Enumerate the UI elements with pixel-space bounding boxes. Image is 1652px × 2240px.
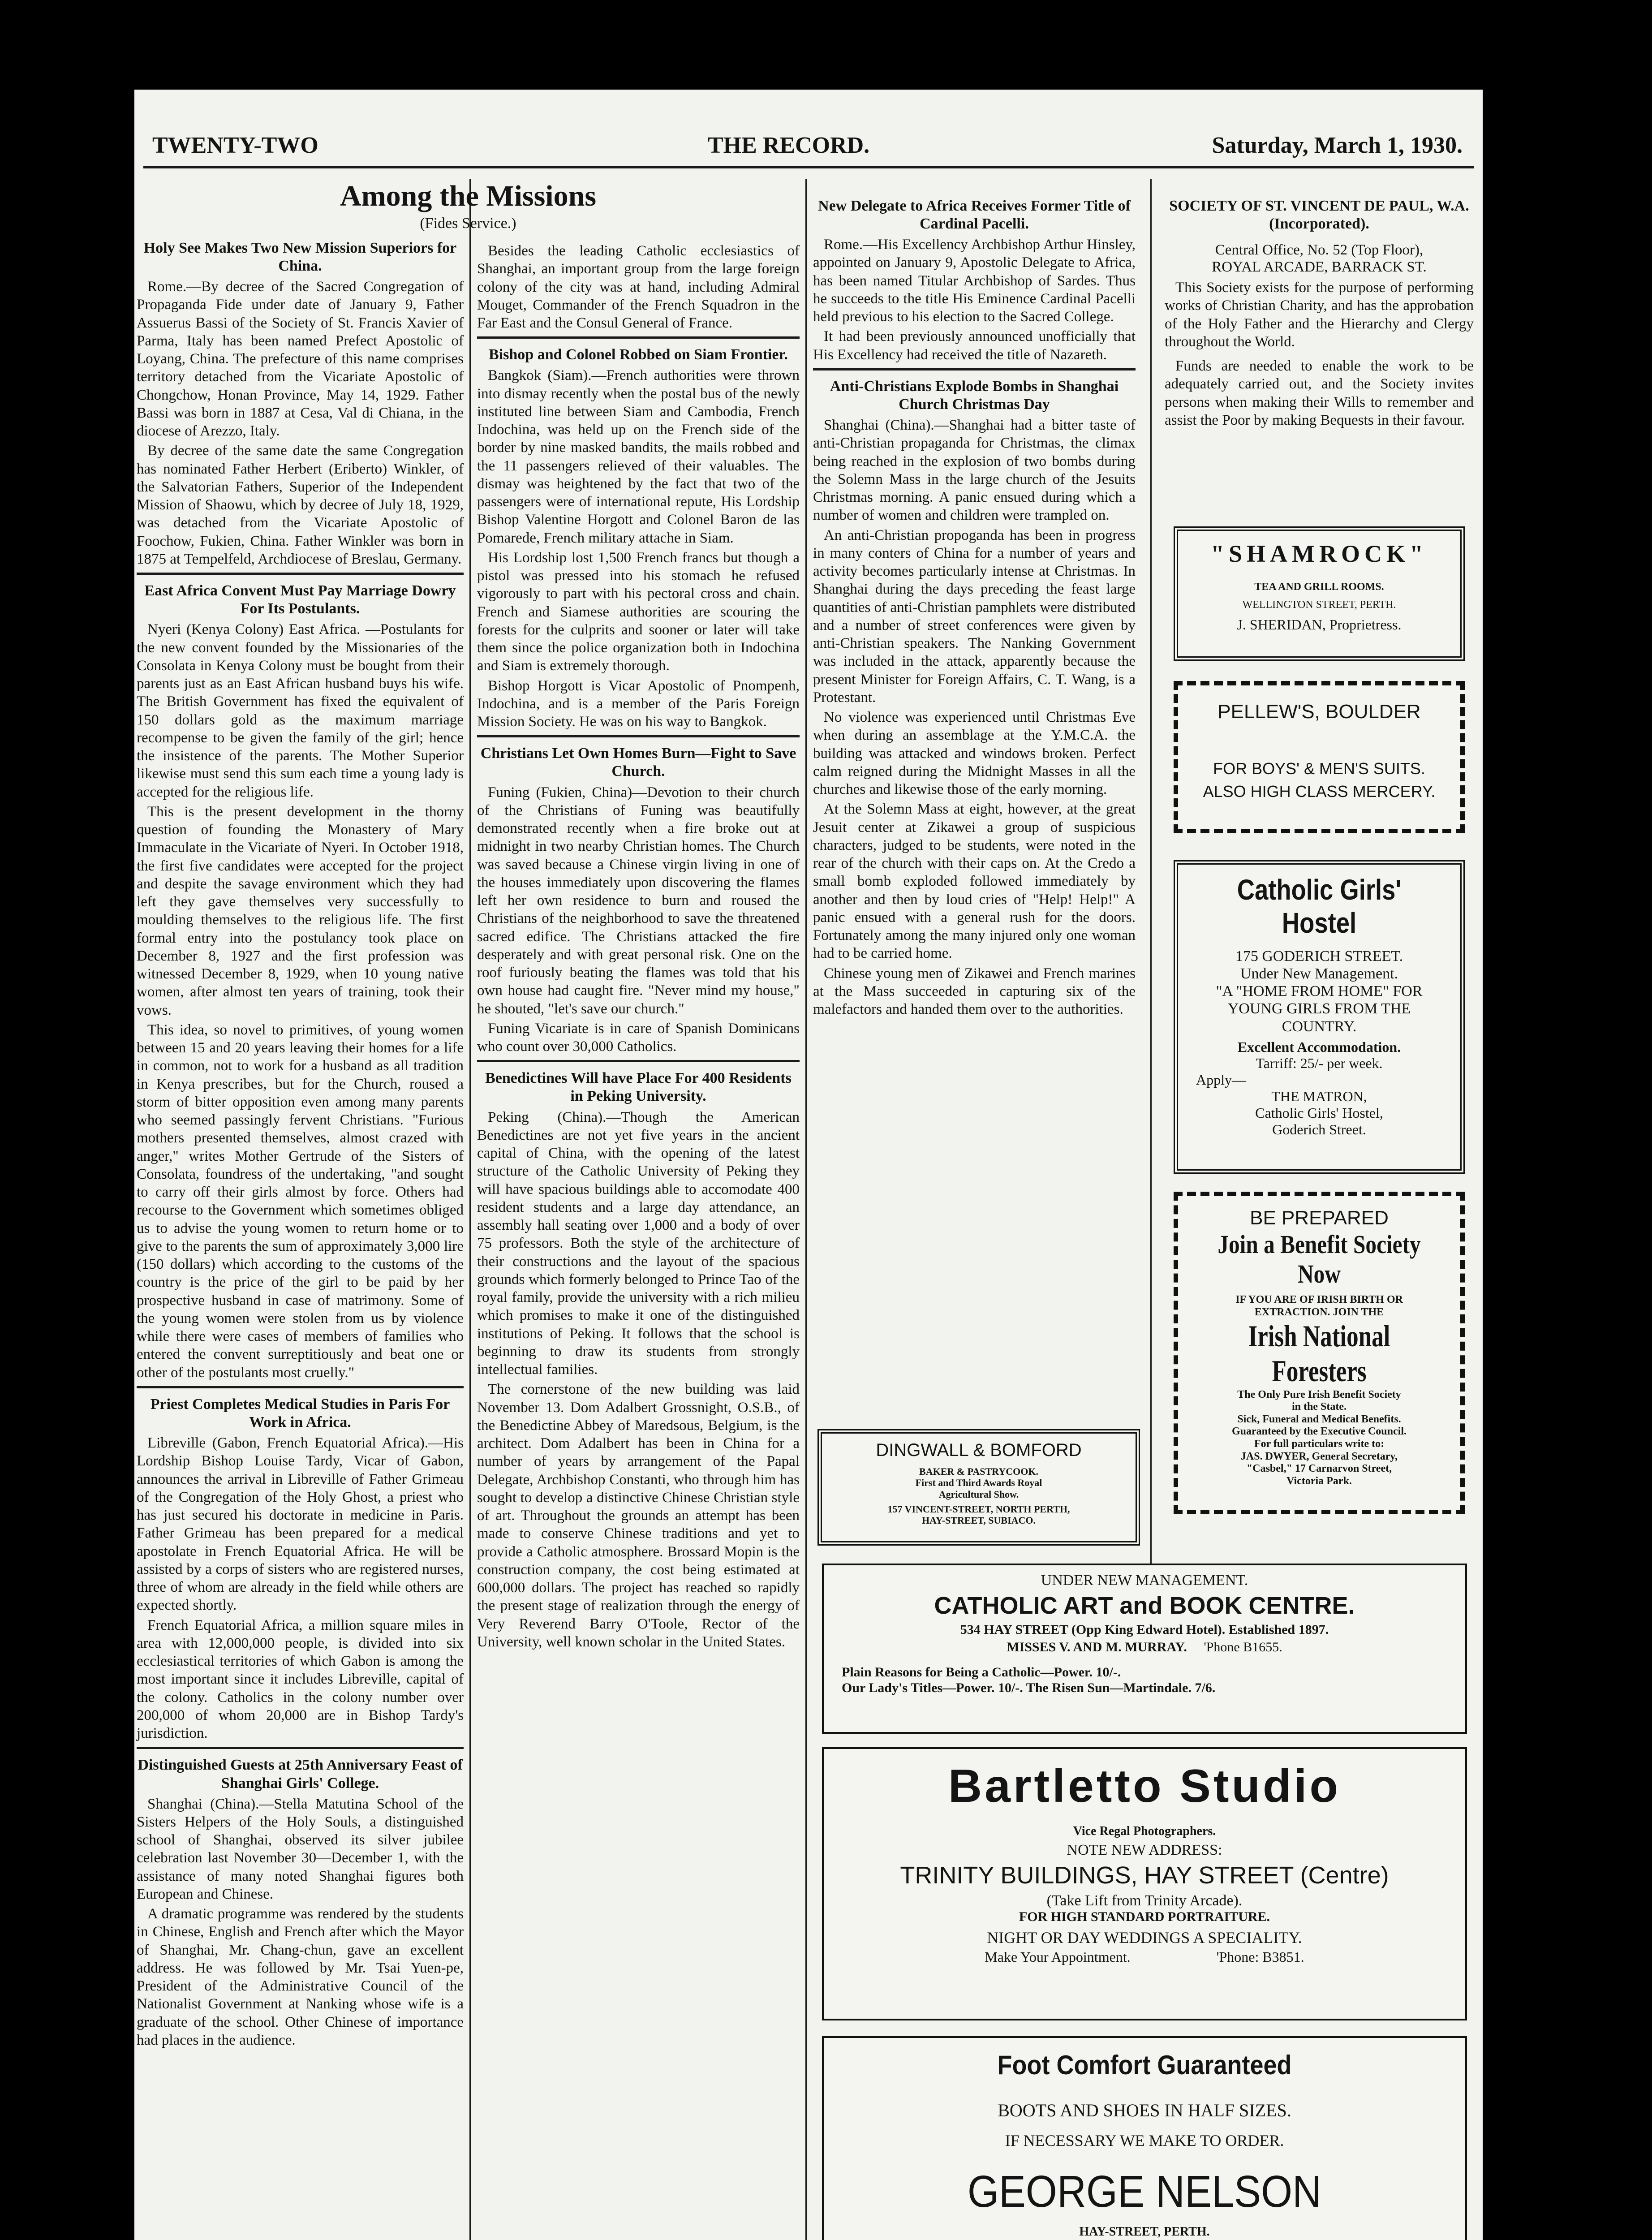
ad-george-nelson	[822, 2036, 1467, 2240]
article	[137, 239, 464, 568]
svp-address	[1165, 242, 1474, 276]
ad-line: J. SHERIDAN, Proprietress.	[1237, 616, 1402, 633]
ad-line: Vice Regal Photographers.	[1073, 1824, 1216, 1838]
paragraph: Funds are needed to enable the work to be adequately carried out, and the Society invites persons when making their Wills to remember and assist the Poor by making Bequests in their favour.	[1165, 358, 1474, 428]
ad-title: CATHOLIC ART and BOOK CENTRE.	[934, 1592, 1355, 1620]
paragraph: It had been previously announced unofficially that His Excellency had received the title of Nazareth.	[813, 328, 1136, 363]
issue-date: Saturday, March 1, 1930.	[1212, 133, 1463, 158]
article	[137, 1396, 464, 1742]
paragraph: Bangkok (Siam).—French authorities were thrown into dismay recently when the postal bus of the newly instituted line between Siam and Cambodia, French Indochina, was held up on the French side of the border by nine masked bandits, the mails robbed and the 11 passengers relieved of their valuables. The dismay was heightened by the fact that two of the passengers were of international repute, His Lordship Bishop Valentine Horgott and Colonel Baron de las Pomarede, French military attache in Siam.	[477, 367, 800, 546]
ad-line: Guaranteed by the Executive Council.	[1232, 1426, 1407, 1438]
paragraph: At the Solemn Mass at eight, however, at the great Jesuit center at Zikawei a group of suspicious characters, judged to be students, were noted in the rear of the church with their caps on. At the Credo a small bomb exploded followed immediately by another and then by loud cries of "Help! Help!" A panic ensued with a general rush for the doors. Fortunately among the many injured only one woman had to be carried home.	[813, 801, 1136, 962]
ad-line: 175 GODERICH STREET.	[1235, 948, 1403, 965]
article-body	[137, 620, 464, 1382]
ad-line: HAY-STREET, SUBIACO.	[921, 1515, 1036, 1526]
svp-address-line: ROYAL ARCADE, BARRACK ST.	[1212, 259, 1427, 276]
ad-line: 534 HAY STREET (Opp King Edward Hotel). Established 1897.	[960, 1622, 1329, 1637]
ad-title: PELLEW'S, BOULDER	[1217, 701, 1421, 723]
section-title: Among the Missions	[340, 180, 597, 212]
ad-line: TRINITY BUILDINGS, HAY STREET (Centre)	[900, 1861, 1389, 1889]
ad-line: NIGHT OR DAY WEDDINGS A SPECIALITY.	[987, 1928, 1302, 1947]
svp-body	[1165, 279, 1474, 429]
paragraph: Rome.—His Excellency Archbishop Arthur Hinsley, appointed on January 9, Apostolic Delegate to Africa, has been named Titular Archbishop of Sardes. Thus he succeeds to the title His Eminence Cardinal Pacelli held previous to his election to the Sacred College.	[813, 237, 1136, 325]
article-headline: Anti-Christians Explode Bombs in Shanghai Church Christmas Day	[830, 378, 1119, 413]
article-separator	[137, 1386, 464, 1388]
section-source: (Fides Service.)	[420, 215, 516, 232]
ad-title: Join a Benefit Society Now	[1217, 1229, 1421, 1289]
ad-line: BAKER & PASTRYCOOK.	[919, 1466, 1038, 1477]
paragraph: Nyeri (Kenya Colony) East Africa. —Postulants for the new convent founded by the Missionaries of the Consolata in Kenya Colony must be bought from their parents just as an East African husband buys his wife. The British Government has fixed the equivalent of 150 dollars gold as the maximum marriage recompense to be given the family of the girl; hence the insistence of the parents. The Mother Superior likewise must send this sum each time a young lady is accepted for the religious life.	[137, 621, 464, 800]
article-separator	[477, 1060, 800, 1062]
article-continuation	[477, 242, 800, 332]
svp-title: SOCIETY OF ST. VINCENT DE PAUL, W.A. (Incorporated).	[1169, 198, 1469, 233]
ad-line: ALSO HIGH CLASS MERCERY.	[1203, 782, 1436, 801]
article-headline: Holy See Makes Two New Mission Superiors for China.	[143, 240, 457, 275]
article-body	[137, 1795, 464, 2050]
ad-line: Make Your Appointment.	[985, 1948, 1131, 1965]
article-body	[813, 236, 1136, 364]
column-1	[137, 179, 597, 2240]
article-headline: Priest Completes Medical Studies in Paris For Work in Africa.	[150, 1396, 450, 1431]
paragraph: His Lordship lost 1,500 French francs but though a pistol was pressed into his stomach he refused vigorously to part with his pectoral cross and chain. French and Siamese authorities are scouring the forests for the culprits and sooner or later will take them since the police organization both in Indochina and Siam is extremely thorough.	[477, 549, 800, 674]
ad-line: IF YOU ARE OF IRISH BIRTH OR	[1235, 1293, 1403, 1305]
ad-line: Plain Reasons for Being a Catholic—Power. 10/-.	[842, 1665, 1121, 1680]
ad-line: Catholic Girls' Hostel,	[1255, 1104, 1383, 1121]
article-headline: New Delegate to Africa Receives Former Title of Cardinal Pacelli.	[818, 198, 1131, 233]
column-rule	[1150, 179, 1152, 1568]
page-number: TWENTY-TWO	[152, 133, 318, 158]
paragraph: Besides the leading Catholic ecclesiastics of Shanghai, an important group from the large foreign colony of the city was at hand, including Admiral Mouget, Commander of the French Squadron in the Far East and the Consul General of France.	[477, 243, 800, 331]
ad-phone: 'Phone: B3851.	[1216, 1948, 1304, 1965]
ad-line: The Only Pure Irish Benefit Society	[1237, 1388, 1401, 1400]
ad-line: Under New Management.	[1240, 965, 1398, 982]
ad-line: YOUNG GIRLS FROM THE	[1227, 1000, 1411, 1017]
paragraph: Shanghai (China).—Stella Matutina School of the Sisters Helpers of the Holy Souls, a distinguished school of Shanghai, observed its silver jubilee celebration last November 30—December 1, with the assistance of many noted Shanghai figures both European and Chinese.	[137, 1796, 464, 1902]
article	[477, 1069, 800, 1651]
ad-irish-national-foresters	[1174, 1192, 1465, 1514]
article-separator	[137, 573, 464, 575]
article-separator	[477, 735, 800, 737]
ad-line: JAS. DWYER, General Secretary,	[1240, 1450, 1398, 1462]
ad-line: Tarriff: 25/- per week.	[1256, 1055, 1383, 1072]
article-body	[137, 278, 464, 568]
article-body	[813, 416, 1136, 1018]
article-headline: Benedictines Will have Place For 400 Residents in Peking University.	[485, 1070, 792, 1105]
ad-line: TEA AND GRILL ROOMS.	[1254, 581, 1384, 593]
ad-dingwall-bomford	[817, 1429, 1140, 1546]
column-2	[477, 242, 800, 2240]
ad-line: Sick, Funeral and Medical Benefits.	[1237, 1413, 1401, 1425]
article-headline: East Africa Convent Must Pay Marriage Dowry For Its Postulants.	[144, 582, 456, 617]
paragraph: This Society exists for the purpose of performing works of Christian Charity, and has the approbation of the Holy Father and the Hierarchy and Clergy throughout the World.	[1165, 280, 1474, 350]
ad-catholic-girls-hostel	[1174, 860, 1465, 1174]
ad-line: COUNTRY.	[1282, 1018, 1357, 1035]
column-rule	[469, 179, 471, 2240]
newspaper-page	[134, 90, 1483, 2240]
ad-title: Irish National Foresters	[1248, 1319, 1390, 1388]
paragraph: Shanghai (China).—Shanghai had a bitter taste of anti-Christian propaganda for Christmas, the climax being reached in the explosion of two bombs during the Solemn Mass in the large church of the Jesuits Christmas morning. A panic ensued during which a number of women and children were trampled on.	[813, 417, 1136, 524]
ad-line: in the State.	[1292, 1401, 1347, 1413]
paragraph: Libreville (Gabon, French Equatorial Africa).—His Lordship Bishop Louise Tardy, Vicar of Gabon, announces the arrival in Libreville of Father Grimeau of the Congregation of the Holy Ghost, a priest who has just secured his doctorate in medicine in Paris. Father Grimeau has been prepared for a medical apostolate in French Equatorial Africa. He will be assisted by a corps of sisters who are registered nurses, three of whom are already in the field while others are expected shortly.	[137, 1435, 464, 1614]
article-body	[137, 1434, 464, 1742]
paragraph: A dramatic programme was rendered by the students in Chinese, English and French after which the Mayor of Shanghai, Mr. Chang-chun, gave an excellent address. He was followed by Mr. Tsai Yuen-pe, President of the Administrative Council of the Nationalist Government at Nanking whose wife is a graduate of the school. Other Chinese of importance had places in the audience.	[137, 1906, 464, 2048]
paragraph: Bishop Horgott is Vicar Apostolic of Pnompenh, Indochina, and is a member of the Paris Foreign Mission Society. He was on his way to Bangkok.	[477, 677, 800, 730]
ad-line: UNDER NEW MANAGEMENT.	[1041, 1572, 1248, 1589]
article	[813, 378, 1136, 1018]
svp-address-line: Central Office, No. 52 (Top Floor),	[1215, 242, 1424, 258]
ad-bartletto-studio	[822, 1747, 1467, 2020]
article-body	[477, 1108, 800, 1651]
ad-line: THE MATRON,	[1271, 1088, 1367, 1105]
paragraph: By decree of the same date the same Congregation has nominated Father Herbert (Eriberto) Winkler, of the Salvatorian Fathers, Superior of the Independent Mission of Shaowu, which by decree of July 18, 1929, was detached from the Vicariate Apostolic of Foochow, Fukien, China. Father Winkler was born in 1875 at Tempelfeld, Archdiocese of Breslau, Germany.	[137, 443, 464, 567]
paragraph: No violence was experienced until Christmas Eve when during an assemblage at the Y.M.C.A. the building was attacked and windows broken. Perfect calm reigned during the Midnight Masses in all the churches and likewise those of the early morning.	[813, 709, 1136, 798]
ad-line: Victoria Park.	[1286, 1475, 1352, 1487]
header-rule	[143, 166, 1474, 168]
paragraph: This idea, so novel to primitives, of young women between 15 and 20 years leaving their homes for a life in common, not to work for a husband as all tradition in Kenya prescribes, but for the Church, roused a storm of bitter opposition even among many parents who seemed passingly fervent Christians. "Furious mothers presented themselves, almost crazed with anger," writes Mother Gertrude of the Sisters of Consolata, foundress of the undertaking, "and sought to carry off their girls almost by force. Others had recourse to the Government which sometimes obliged us to advise the young women to return home or to give to the parents the sum of approximately 3,000 lire (150 dollars) which according to the customs of the country is the price of the girl to be paid by her prospective husband in case of matrimony. Some of the young women were stolen from us by violence while there were cases of members of families who entered the convent surreptitiously and beat one or other of the postulants most cruelly."	[137, 1021, 464, 1381]
paragraph: This is the present development in the thorny question of founding the Monastery of Mary Immaculate in the Vicariate of Nyeri. In October 1918, the first five candidates were accepted for the project and despite the savage environment which they had left they gave themselves very successfully to moulding themselves to the religious life. The first formal entry into the postulancy took place on December 8, 1927 and the first profession was witnessed December 8, 1929, when 10 young native women, after almost ten years of training, took their vows.	[137, 803, 464, 1018]
ad-line: FOR BOYS' & MEN'S SUITS.	[1213, 759, 1425, 778]
ad-title: Catholic Girls' Hostel	[1237, 874, 1402, 939]
article	[477, 346, 800, 731]
newspaper-title: THE RECORD.	[708, 133, 870, 158]
ad-line: MISSES V. AND M. MURRAY.	[1007, 1639, 1187, 1654]
ad-phone: 'Phone B1655.	[1204, 1639, 1282, 1654]
ad-line: Excellent Accommodation.	[1237, 1038, 1401, 1055]
ad-pellew	[1174, 681, 1465, 833]
article	[477, 745, 800, 1055]
ad-line: BOOTS AND SHOES IN HALF SIZES.	[998, 2100, 1291, 2120]
ad-title: GEORGE NELSON	[967, 2167, 1322, 2217]
ad-line: EXTRACTION. JOIN THE	[1254, 1306, 1384, 1318]
article-separator	[813, 368, 1136, 370]
ad-line: "A "HOME FROM HOME" FOR	[1216, 983, 1423, 1000]
article-body	[477, 366, 800, 731]
ad-line: (Take Lift from Trinity Arcade).	[1046, 1892, 1243, 1909]
paragraph: Chinese young men of Zikawei and French marines at the Mass succeeded in capturing six of the malefactors and handed them over to the authorities.	[813, 965, 1136, 1018]
ad-line: IF NECESSARY WE MAKE TO ORDER.	[1005, 2132, 1284, 2150]
ad-title: Foot Comfort Guaranteed	[997, 2050, 1292, 2080]
paragraph: An anti-Christian propoganda has been in progress in many conters of China for a number of years and activity becomes particularly intense at Christmas. In Shanghai during the days preceding the feast large quantities of anti-Christian pamphlets were distributed and a number of street conferences were given by anti-Christian speakers. The Nanking Government was included in the attack, apparently because the present Minister for Foreign Affairs, C. T. Wang, is a Protestant.	[813, 527, 1136, 706]
ad-title: DINGWALL & BOMFORD	[876, 1440, 1082, 1460]
article-separator	[477, 336, 800, 339]
article-body	[477, 784, 800, 1056]
article	[137, 582, 464, 1382]
ad-shamrock	[1174, 526, 1465, 661]
article-separator	[137, 1747, 464, 1749]
column-rule	[805, 179, 807, 2240]
paragraph: Funing Vicariate is in care of Spanish Dominicans who count over 30,000 Catholics.	[477, 1020, 800, 1055]
ad-catholic-art-book-centre	[822, 1564, 1467, 1734]
ad-line: FOR HIGH STANDARD PORTRAITURE.	[1019, 1909, 1270, 1925]
paragraph: French Equatorial Africa, a million square miles in area with 12,000,000 people, is divided into six ecclesiastical territories of which Gabon is among the most important since it includes Libreville, capital of the colony. Catholics in the colony number over 200,000 of whom 20,000 are in Bishop Tardy's jurisdiction.	[137, 1617, 464, 1742]
paragraph: Peking (China).—Though the American Benedictines are not yet five years in the ancient capital of China, with the opening of the latest structure of the Catholic University of Peking they will have spacious buildings able to accomodate 400 resident students and a large day attendance, an assembly hall seating over 1,000 and a body of over 75 professors. Both the style of the architecture of their constructions and the layout of the spacious grounds which formerly belonged to Prince Tao of the royal family, provide the university with a rich milieu which promises to make it one of the distinguished institutions of Peking. It follows that the school is beginning to draw its students from strongly intellectual families.	[477, 1109, 800, 1378]
ad-line: HAY-STREET, PERTH.	[1079, 2225, 1210, 2239]
paragraph: Funing (Fukien, China)—Devotion to their church of the Christians of Funing was beautifully demonstrated recently when a fire broke out at midnight in two nearby Christian homes. The Church was saved because a Chinese virgin living in one of the houses immediately upon discovering the flames left her own residence to burn and roused the Christians of the neighborhood to save the threatened sacred edifice. The Christians attacked the fire desperately and with great personal risk. One on the roof furiously beating the flames was told that his own house had caught fire. "Never mind my house," he shouted, "let's save our church."	[477, 784, 800, 1017]
ad-line: Agricultural Show.	[938, 1488, 1019, 1500]
column-3	[813, 197, 1136, 1416]
ad-line: Goderich Street.	[1272, 1121, 1366, 1137]
ad-line: 157 VINCENT-STREET, NORTH PERTH,	[887, 1503, 1070, 1515]
ad-title: Bartletto Studio	[948, 1760, 1341, 1812]
article-headline: Christians Let Own Homes Burn—Fight to Save Church.	[480, 745, 796, 780]
ad-line: NOTE NEW ADDRESS:	[1067, 1841, 1222, 1858]
ad-line: BE PREPARED	[1250, 1207, 1389, 1229]
paragraph: The cornerstone of the new building was laid November 13. Dom Adalbert Grossnight, O.S.B., of the Benedictine Abbey of Maredsous, Belgium, is the architect. Dom Adalbert has been in China for a number of years by arrangement of the Papal Delegate, Archbishop Constanti, who through him has sought to develop a distinctive Chinese Christian style of art. Throughout the grounds an attempt has been made to conserve Chinese traditions and yet to provide a Catholic atmosphere. Brossard Mopin is the construction company, the cost being estimated at 600,000 dollars. The project has reached so rapidly the present stage of realization through the energy of Very Reverend Barry O'Toole, Rector of the University, well known scholar in the United States.	[477, 1381, 800, 1650]
ad-line: Apply—	[1196, 1072, 1246, 1088]
ad-line: WELLINGTON STREET, PERTH.	[1242, 599, 1396, 611]
paragraph: Rome.—By decree of the Sacred Congregation of Propaganda Fide under date of January 9, Father Assuerus Bassi of the Society of St. Francis Xavier of Parma, Italy has been named Prefect Apostolic of Loyang, China. The prefecture of this name comprises territory detached from the Vicariate Apostolic of Chongchow, Honan Province, May 14, 1929. Father Bassi was born in 1887 at Cesa, Val di Chiana, in the diocese of Arezzo, Italy.	[137, 279, 464, 439]
ad-line: For full particulars write to:	[1254, 1438, 1385, 1450]
article-headline: Bishop and Colonel Robbed on Siam Frontier.	[489, 346, 788, 363]
ad-title: "SHAMROCK"	[1211, 540, 1428, 567]
ad-line: Our Lady's Titles—Power. 10/-. The Risen Sun—Martindale. 7/6.	[842, 1680, 1216, 1695]
article	[137, 1756, 464, 2049]
ad-line: First and Third Awards Royal	[915, 1477, 1042, 1489]
article-headline: Distinguished Guests at 25th Anniversary Feast of Shanghai Girls' College.	[138, 1757, 463, 1792]
article	[813, 197, 1136, 364]
ad-line: "Casbel," 17 Carnarvon Street,	[1246, 1463, 1392, 1475]
